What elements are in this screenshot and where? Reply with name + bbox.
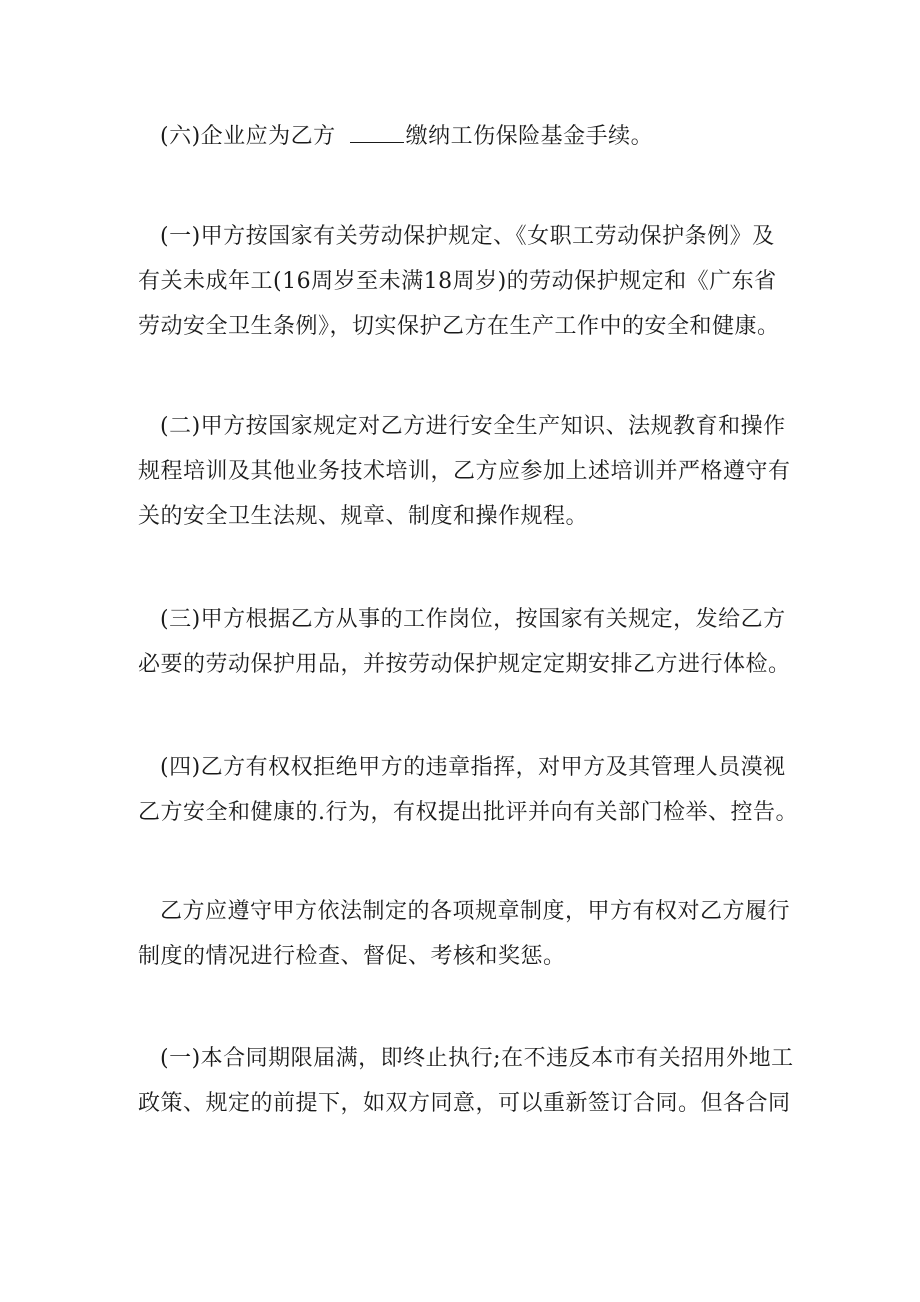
clause-six <box>138 114 778 159</box>
section-four-refusal-rights <box>138 745 798 835</box>
paragraph-line: 乙方应遵守甲方依法制定的各项规章制度，甲方有权对乙方履行 <box>160 899 791 924</box>
paragraph-line: 制度的情况进行检查、督促、考核和奖惩。 <box>138 944 566 969</box>
clause-six-before-blank: (六)企业应为乙方 <box>160 124 336 149</box>
clause-six-line <box>138 114 778 159</box>
fill-in-blank <box>350 120 404 143</box>
paragraph-line: 关的安全卫生法规、规章、制度和操作规程。 <box>138 504 589 529</box>
paragraph-line: 必要的劳动保护用品，并按劳动保护规定定期安排乙方进行体检。 <box>138 652 791 677</box>
paragraph-line: (二)甲方按国家规定对乙方进行安全生产知识、法规教育和操作 <box>160 414 786 439</box>
paragraph-line: 规程培训及其他业务技术培训，乙方应参加上述培训并严格遵守有 <box>138 459 791 484</box>
paragraph-line: (一)本合同期限届满，即终止执行;在不违反本市有关招用外地工 <box>160 1046 794 1071</box>
section-two-safety-training <box>138 404 791 539</box>
paragraph-line: (四)乙方有权权拒绝甲方的违章指挥，对甲方及其管理人员漠视 <box>160 755 786 780</box>
clause-six-after-blank: 缴纳工伤保险基金手续。 <box>405 124 654 149</box>
paragraph-line: 政策、规定的前提下，如双方同意，可以重新签订合同。但各合同 <box>138 1091 791 1116</box>
paragraph-line: 有关未成年工(16周岁至未满18周岁)的劳动保护规定和《广东省 <box>138 269 777 294</box>
termination-clause <box>138 1036 794 1126</box>
paragraph-line: 乙方安全和健康的.行为，有权提出批评并向有关部门检举、控告。 <box>138 800 798 825</box>
rules-compliance-paragraph <box>138 889 791 979</box>
section-one-labor-protection <box>138 214 778 349</box>
paragraph-line: (一)甲方按国家有关劳动保护规定、《女职工劳动保护条例》及 <box>160 224 775 249</box>
paragraph-line: (三)甲方根据乙方从事的工作岗位，按国家有关规定，发给乙方 <box>160 607 786 632</box>
paragraph-line: 劳动安全卫生条例》，切实保护乙方在生产工作中的安全和健康。 <box>138 314 780 339</box>
section-three-protective-equipment <box>138 597 791 687</box>
